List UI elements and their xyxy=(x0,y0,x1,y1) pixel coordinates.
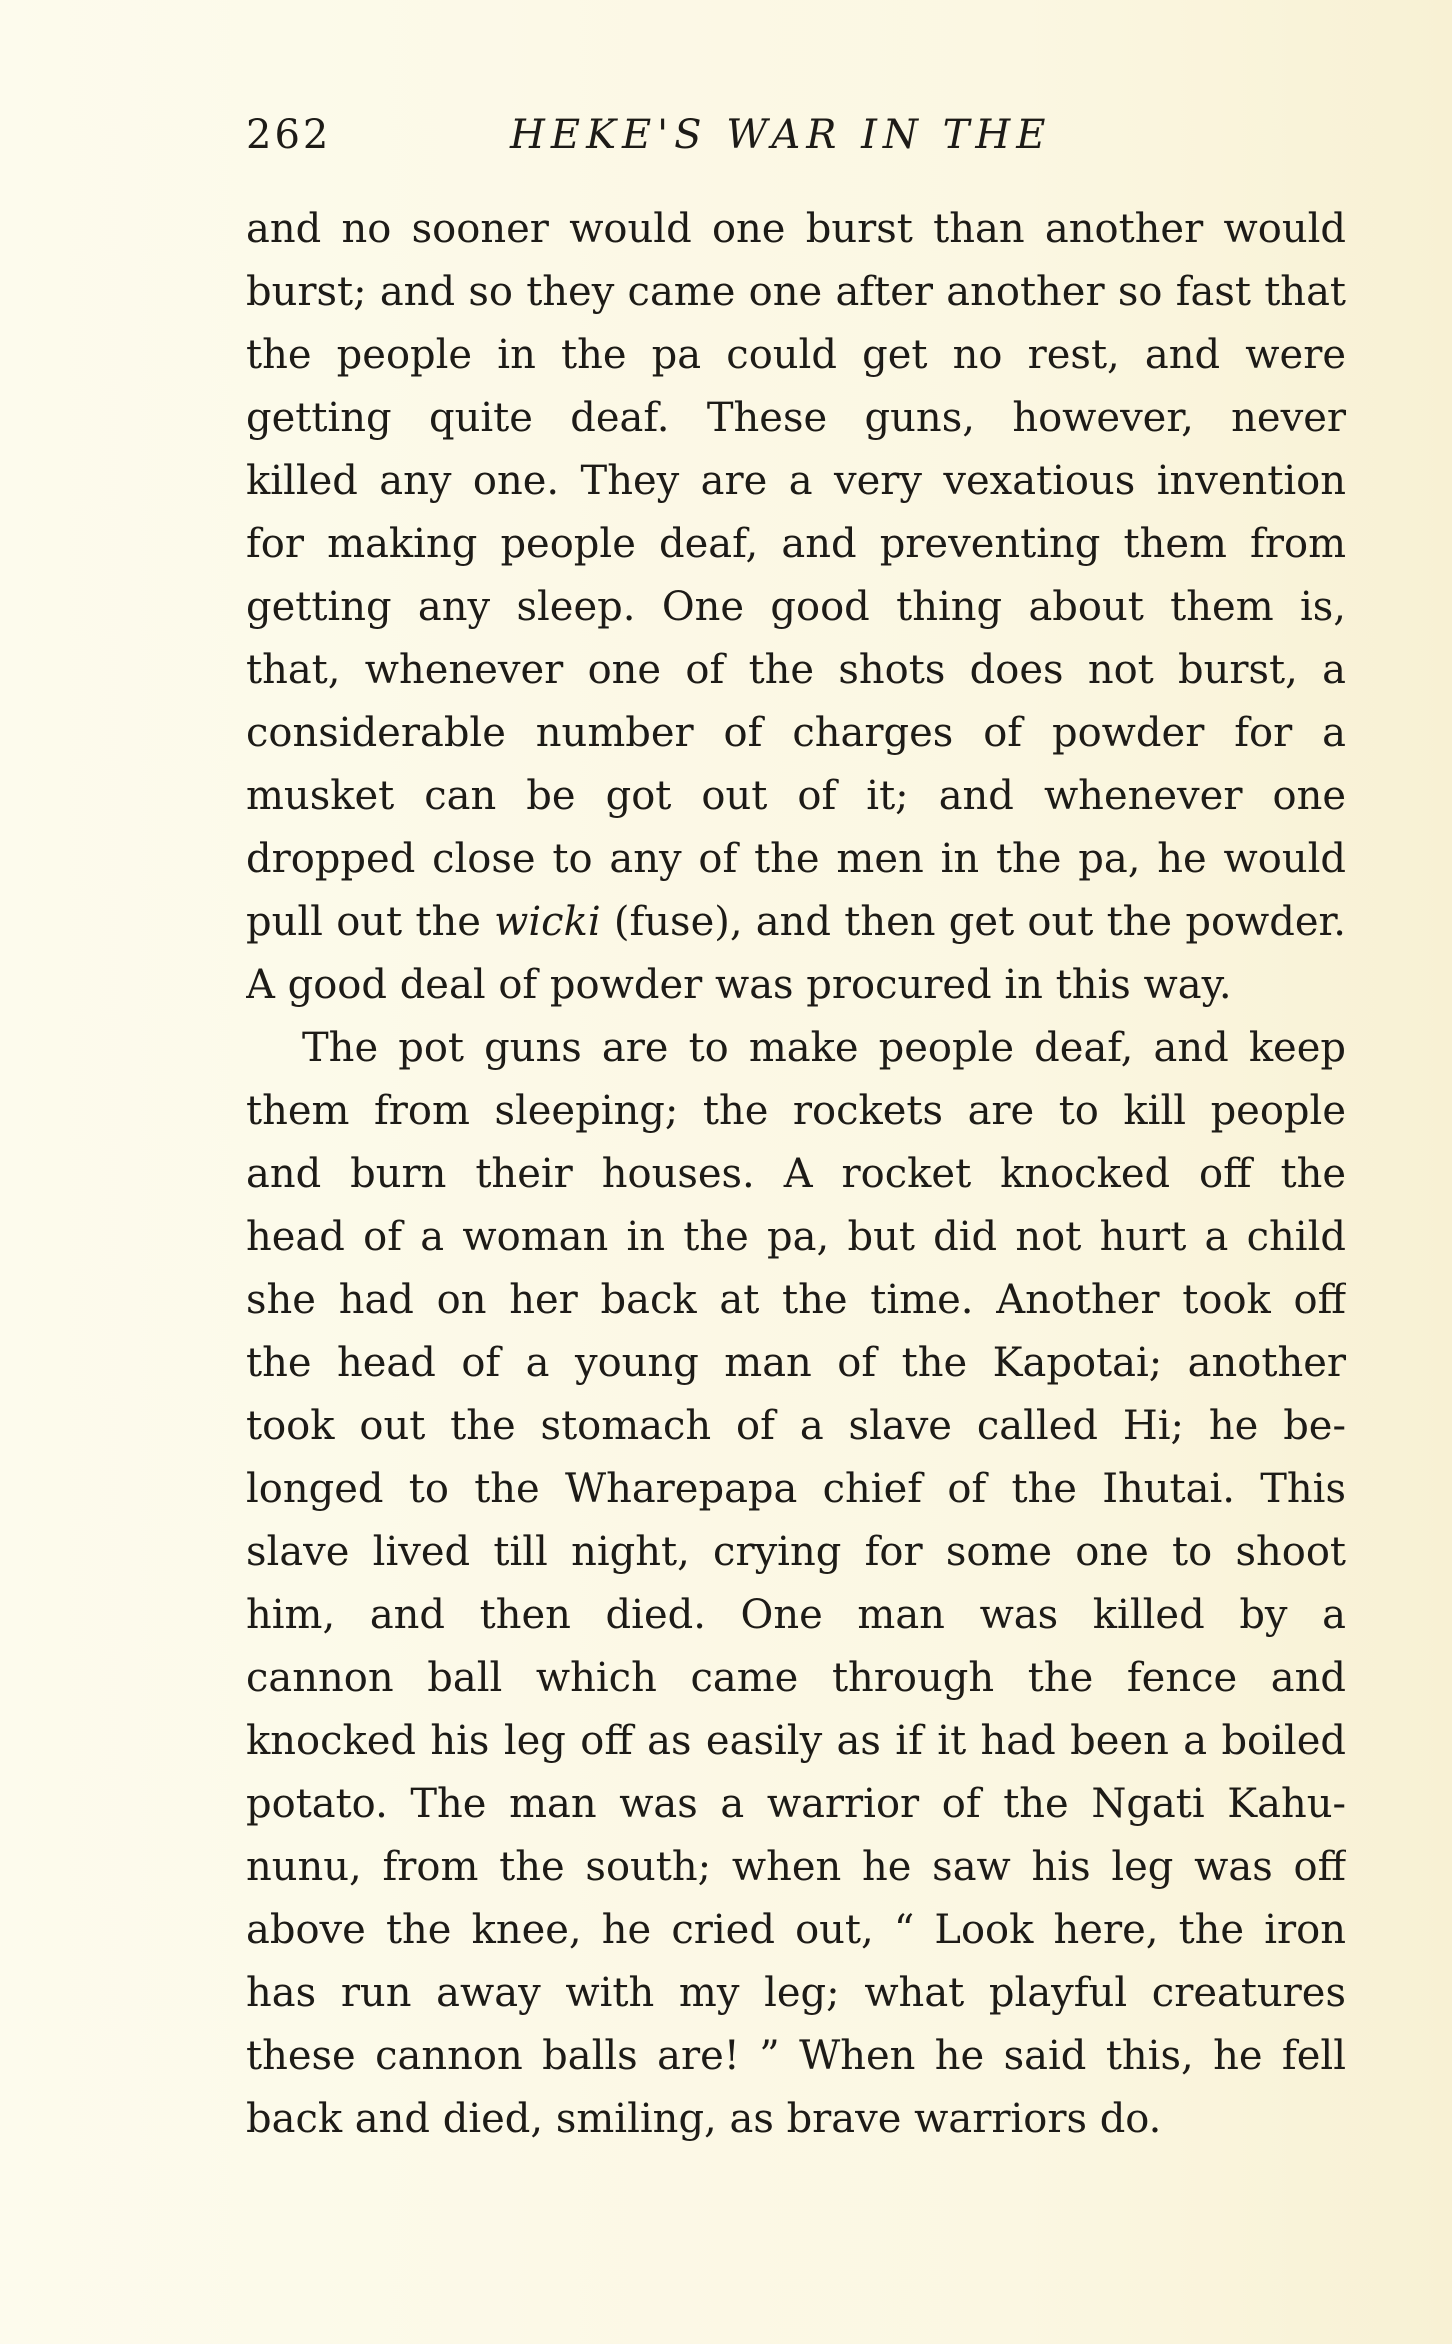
text-line: and burn their houses. A rocket knocked off the xyxy=(246,1151,1346,1197)
text-line: back and died, smiling, as brave warriors do. xyxy=(246,2096,1162,2142)
text-line: potato. The man was a warrior of the Ngati Kahu- xyxy=(246,1781,1346,1827)
text-line: she had on her back at the time. Another took off xyxy=(246,1277,1346,1323)
running-head xyxy=(246,112,1346,172)
text-line: dropped close to any of the men in the pa, he would xyxy=(246,836,1346,882)
text-line: them from sleeping; the rockets are to kill people xyxy=(246,1088,1346,1134)
text-line: nunu, from the south; when he saw his leg was off xyxy=(246,1844,1346,1890)
text-line: the people in the pa could get no rest, and were xyxy=(246,332,1346,378)
text-line: knocked his leg off as easily as if it had been a boiled xyxy=(246,1718,1346,1764)
body-text xyxy=(246,198,1346,2151)
text-line: that, whenever one of the shots does not burst, a xyxy=(246,647,1346,693)
text-line: above the knee, he cried out, “ Look here, the iron xyxy=(246,1907,1346,1953)
text-line: burst; and so they came one after another so fast that xyxy=(246,269,1346,315)
text-line: longed to the Wharepapa chief of the Ihutai. This xyxy=(246,1466,1346,1512)
text-line: considerable number of charges of powder for a xyxy=(246,710,1346,756)
text-line: these cannon balls are! ” When he said this, he fell xyxy=(246,2033,1346,2079)
text-line-with-italic xyxy=(246,891,1346,954)
text-line: head of a woman in the pa, but did not hurt a child xyxy=(246,1214,1346,1260)
text-line: him, and then died. One man was killed by a xyxy=(246,1592,1346,1638)
text-line: A good deal of powder was procured in this way. xyxy=(246,962,1232,1008)
page-number: 262 xyxy=(246,112,332,158)
text-segment: pull out the xyxy=(246,899,495,945)
italic-term: wicki xyxy=(494,899,601,945)
text-line: slave lived till night, crying for some one to shoot xyxy=(246,1529,1346,1575)
text-line: getting any sleep. One good thing about them is, xyxy=(246,584,1346,630)
text-line: killed any one. They are a very vexatious invention xyxy=(246,458,1346,504)
text-segment: (fuse), and then get out the powder. xyxy=(600,899,1346,945)
running-title: HEKE'S WAR IN THE xyxy=(510,112,1052,158)
text-line: cannon ball which came through the fence and xyxy=(246,1655,1346,1701)
text-line: musket can be got out of it; and whenever one xyxy=(246,773,1346,819)
paragraph-start-line: The pot guns are to make people deaf, and keep xyxy=(302,1025,1346,1071)
text-line: getting quite deaf. These guns, however, never xyxy=(246,395,1346,441)
text-line: for making people deaf, and preventing them from xyxy=(246,521,1346,567)
text-line: the head of a young man of the Kapotai; another xyxy=(246,1340,1346,1386)
text-line: and no sooner would one burst than another would xyxy=(246,206,1346,252)
text-line: took out the stomach of a slave called Hi; he be- xyxy=(246,1403,1346,1449)
text-line: has run away with my leg; what playful creatures xyxy=(246,1970,1346,2016)
